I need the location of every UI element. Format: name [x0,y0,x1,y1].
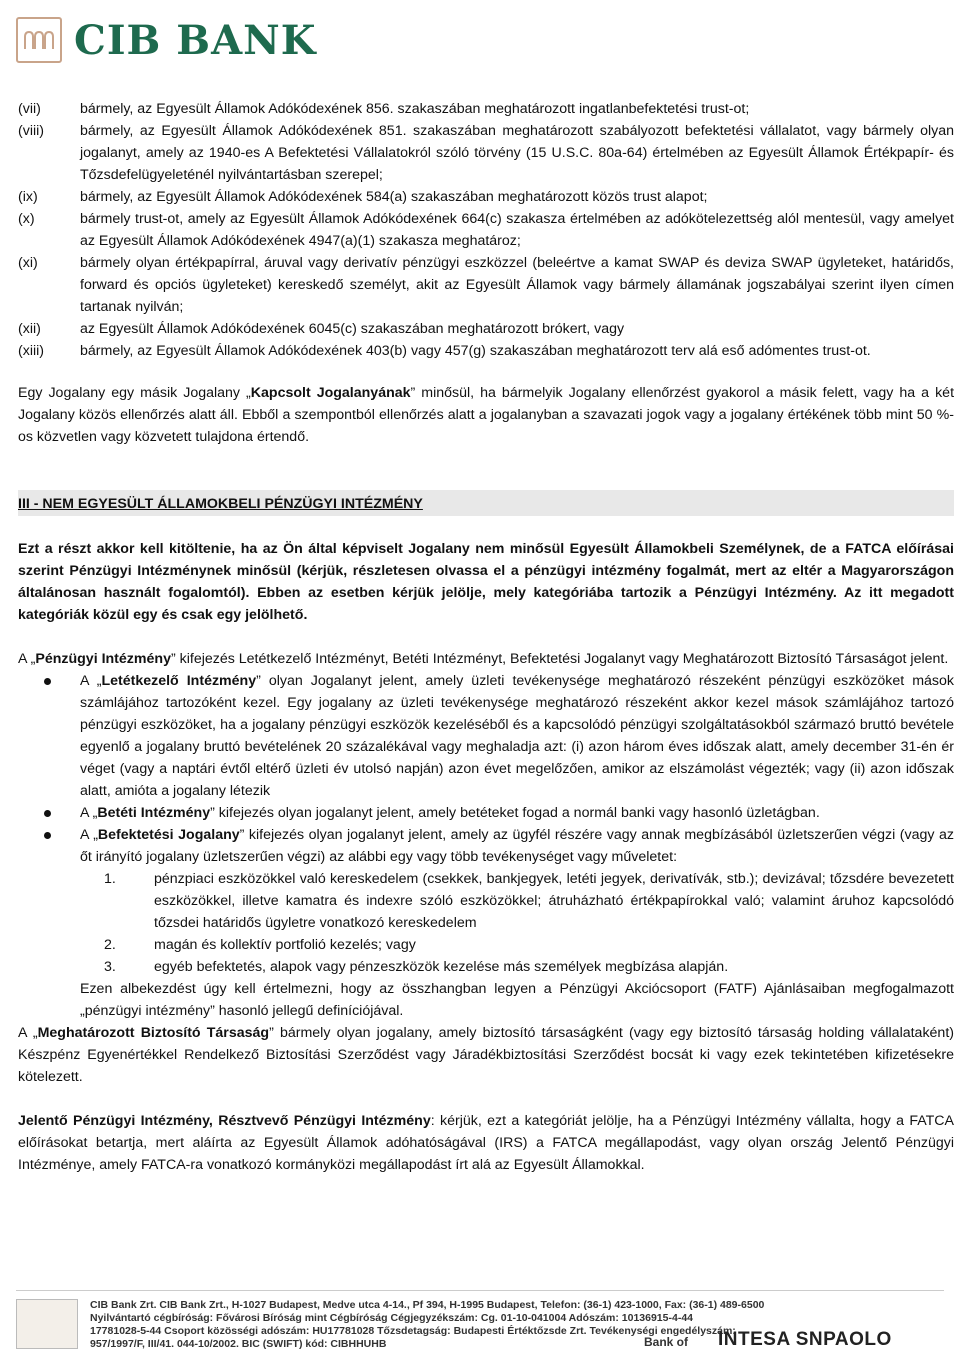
item-text: bármely trust-ot, amely az Egyesült Államok Adókódexének 664(c) szakasza értelmében az adókötelezettség alól mentesül, vagy amelyet az Egyesült Államok Adókódexének 4947(a)(1) szakasza meghatároz; [80,211,954,249]
bank-of-label: Bank of [644,1335,689,1349]
list-item [80,934,954,956]
text-run: ” minősül, ha bármelyik Jogalany ellenőrzést gyakorol a másik felett, vagy ha a két Jogalany közös ellenőrzés alatt áll. Ebből a szempontból ellenőrzés alatt a jogalanyban a szavazati jogok vagy a jogalany értékének több mint 50 %-os közvetlen vagy közvetett tulajdona értendő. [18,385,955,445]
cib-logo-icon [16,17,62,63]
text-run: ” olyan Jogalanyt jelent, amely üzleti tevékenysége meghatározó részeként pénzügyi eszközöket mások számlájához tartozóként kezel. Egy jogalany az üzleti tevékenysége meghatározó részeként akkor kezel mások számlájához tartozó pénzügyi eszközöket, ha a jogalany pénzügyi eszközök kezeléséből és a kapcsolódó pénzügyi szolgáltatásokból származó bruttó bevétele egyenlő a jogalany bruttó bevételének 20 százalékával vagy meghaladja azt: (i) azon három éves időszak alatt, amely december 31-én ér véget (vagy a naptári évtől eltérő üzleti év utolsó napján) azon évet megelőzően, amikor az elszámolást végezték; vagy (ii) azon időszak alatt, amióta a jogalany létezik [80,673,954,799]
text-run: ” kifejezés olyan jogalanyt jelent, amely az ügyfél részére vagy annak megbízásából üzletszerűen végzi (vagy az őt irányító jogalany üzletszerűen végzi) az alábbi egy vagy több tevékenységet vagy műveletet: [80,827,954,865]
item-number: (viii) [18,123,44,139]
bullet-icon [18,802,80,824]
text-run: A „ [18,651,36,667]
defined-term: Meghatározott Biztosító Társaság [37,1025,270,1041]
list-item [18,824,954,868]
text-run: A „ [80,827,98,843]
defined-term: Letétkezelő Intézmény [101,673,257,689]
item-number: 1. [104,871,116,887]
list-item [80,868,954,934]
item-text: bármely, az Egyesült Államok Adókódexének 851. szakaszában meghatározott szabályozott befektetési vállalatot, vagy bármely olyan jogalanyt, amely az 1940-es A Befektetési Vállalatokról szóló törvény (15 U.S.C. 80a-64) értelmében az Egyesült Államok Értékpapír- és Tőzsdefelügyeleténél nyilvántartásban szerepel; [80,123,954,183]
item-number: (xii) [18,321,41,337]
text-run: ” kifejezés olyan jogalanyt jelent, amely betéteket fogad a normál banki vagy hasonló üzletágban. [210,805,820,821]
defined-term: Betéti Intézmény [97,805,211,821]
text-run: A „ [80,673,102,689]
brand-name: CIB BANK [74,16,317,64]
text-run: ” kifejezés Letétkezelő Intézményt, Betéti Intézményt, Befektetési Jogalanyt vagy Meghatározott Biztosító Társaságot jelent. [170,651,949,667]
item-text: magán és kollektív portfolió kezelés; vagy [154,937,416,953]
intesa-logo: INTESA SNPAOLO [718,1329,892,1350]
list-item [80,956,954,978]
footer-line: Nyilvántartó cégbíróság: Fővárosi Bíróság mint Cégbíróság Cégjegyzékszám: Cg. 01-10-041004 Adószám: 10136915-4-44 [90,1312,694,1324]
building-image-icon [16,1299,78,1349]
page-footer [16,1290,944,1351]
item-text: bármely, az Egyesült Államok Adókódexének 403(b) vagy 457(g) szakaszában meghatározott terv alá eső adómentes trust-ot. [80,343,871,359]
fi-types-list [18,670,954,868]
item-number: (vii) [18,101,41,117]
item-number: 3. [104,959,116,975]
footer-line: 957/1997/F, III/41. 044-10/2002. BIC (SWIFT) kód: CIBHHUHB [90,1338,387,1350]
item-number: 2. [104,937,116,953]
document-body [18,98,954,1176]
list-item [18,802,954,824]
bullet-icon [18,670,80,802]
defined-term: Kapcsolt Jogalanyának [250,385,411,401]
item-text: az Egyesült Államok Adókódexének 6045(c) szakaszában meghatározott brókert, vagy [80,321,625,337]
list-item [18,252,954,318]
text-run: A „ [80,805,98,821]
item-text: egyéb befektetés, alapok vagy pénzeszközök kezelése más személyek megbízása alapján. [154,959,729,975]
text-run: : kérjük, ezt a kategóriát jelölje, ha a Pénzügyi Intézmény vállalta, hogy a FATCA előírásokat betartja, mert aláírta az Egyesült Államok adóhatóságával (IRS) a FATCA megállapodást, vagy olyan ország Jelentő Pénzügyi Intézménye, amely FATCA-ra vonatkozó kormányközi megállapodást írt alá az Egyesült Államokkal. [18,1113,955,1173]
defined-term: Pénzügyi Intézmény [35,651,171,667]
header-logo [16,12,316,68]
item-number: (xiii) [18,343,44,359]
entity-list [18,98,954,362]
item-text: bármely olyan értékpapírral, áruval vagy derivatív pénzügyi eszközzel (beleértve a kamat SWAP és deviza SWAP ügyleteket, határidős, forward és opciós ügyleteket) kereskedő személyt, akit az Egyesült Államok vagy bármely államának jogszabályai szerint ilyen címen tartanak nyilván; [80,255,954,315]
fi-definition [18,648,954,670]
reporting-fi-paragraph [18,1110,954,1176]
item-text: bármely, az Egyesült Államok Adókódexének 584(a) szakaszában meghatározott közös trust alapot; [80,189,708,205]
related-entity-paragraph [18,382,954,448]
footer-line: 17781028-5-44 Csoport közösségi adószám: HU17781028 Tőzsdetagság: Budapesti Értéktőzsde Zrt. Tevékenységi engedélyszám: [90,1325,736,1337]
insurance-definition [18,1022,954,1088]
text-run: A „ [18,1025,38,1041]
text-run: Egy Jogalany egy másik Jogalany „ [18,385,251,401]
activities-list [80,868,954,978]
list-item [18,208,954,252]
section-intro: Ezt a részt akkor kell kitöltenie, ha az Ön által képviselt Jogalany nem minősül Egyesült Államokbeli Személynek, de a FATCA előírásai szerint Pénzügyi Intézménynek minősül (kérjük, részletesen olvassa el a pénzügyi intézmény fogalmát, mert az eltér a Magyarországon általánosan használt fogalomtól). Ebben az esetben kérjük jelölje, mely kategóriába tartozik a Pénzügyi Intézmény. Az itt megadott kategóriák közül egy és csak egy jelölhető. [18,541,954,623]
list-item [18,98,954,120]
item-number: (xi) [18,255,38,271]
list-item [18,120,954,186]
list-item [18,318,954,340]
item-text: bármely, az Egyesült Államok Adókódexének 856. szakaszában meghatározott ingatlanbefektetési trust-ot; [80,101,750,117]
list-item [18,340,954,362]
bullet-icon [18,824,80,868]
section-title: III - NEM EGYESÜLT ÁLLAMOKBELI PÉNZÜGYI INTÉZMÉNY [18,490,954,516]
footer-company-info [90,1299,765,1351]
list-item [18,670,954,802]
list-item [18,186,954,208]
item-number: (ix) [18,189,38,205]
item-number: (x) [18,211,35,227]
defined-term: Jelentő Pénzügyi Intézmény, Résztvevő Pénzügyi Intézmény [18,1113,431,1129]
item-text: pénzpiaci eszközökkel való kereskedelem (csekkek, bankjegyek, letéti jegyek, derivatívák, stb.); devizával; tőzsdére bevezetett eszközökkel, illetve kamatra és indexre szóló eszközökkel; átruházható értékpapírokkal való; valamint áruhoz kapcsolódó tőzsdei határidős ügyletre vonatkozó kereskedelem [154,871,954,931]
defined-term: Befektetési Jogalany [97,827,240,843]
footer-line: CIB Bank Zrt. CIB Bank Zrt., H-1027 Budapest, Medve utca 4-14., Pf 394, H-1995 Budapest, Telefon: (36-1) 423-1000, Fax: (36-1) 489-6500 [90,1299,765,1311]
text-run: ” bármely olyan jogalany, amely biztosító társaságként (vagy egy biztosító társaság holding vállalataként) Készpénz Egyenértékkel Rendelkező Biztosítási Szerződést vagy Járadékbiztosítási Szerződést bocsát ki vagy ezek tekintetében kifizetésekre kötelezett. [18,1025,954,1085]
fatf-note: Ezen albekezdést úgy kell értelmezni, hogy az összhangban legyen a Pénzügyi Akciócsoport (FATF) Ajánlásaiban megfogalmazott „pénzügyi intézmény” hasonló jellegű definíciójával. [80,981,954,1019]
